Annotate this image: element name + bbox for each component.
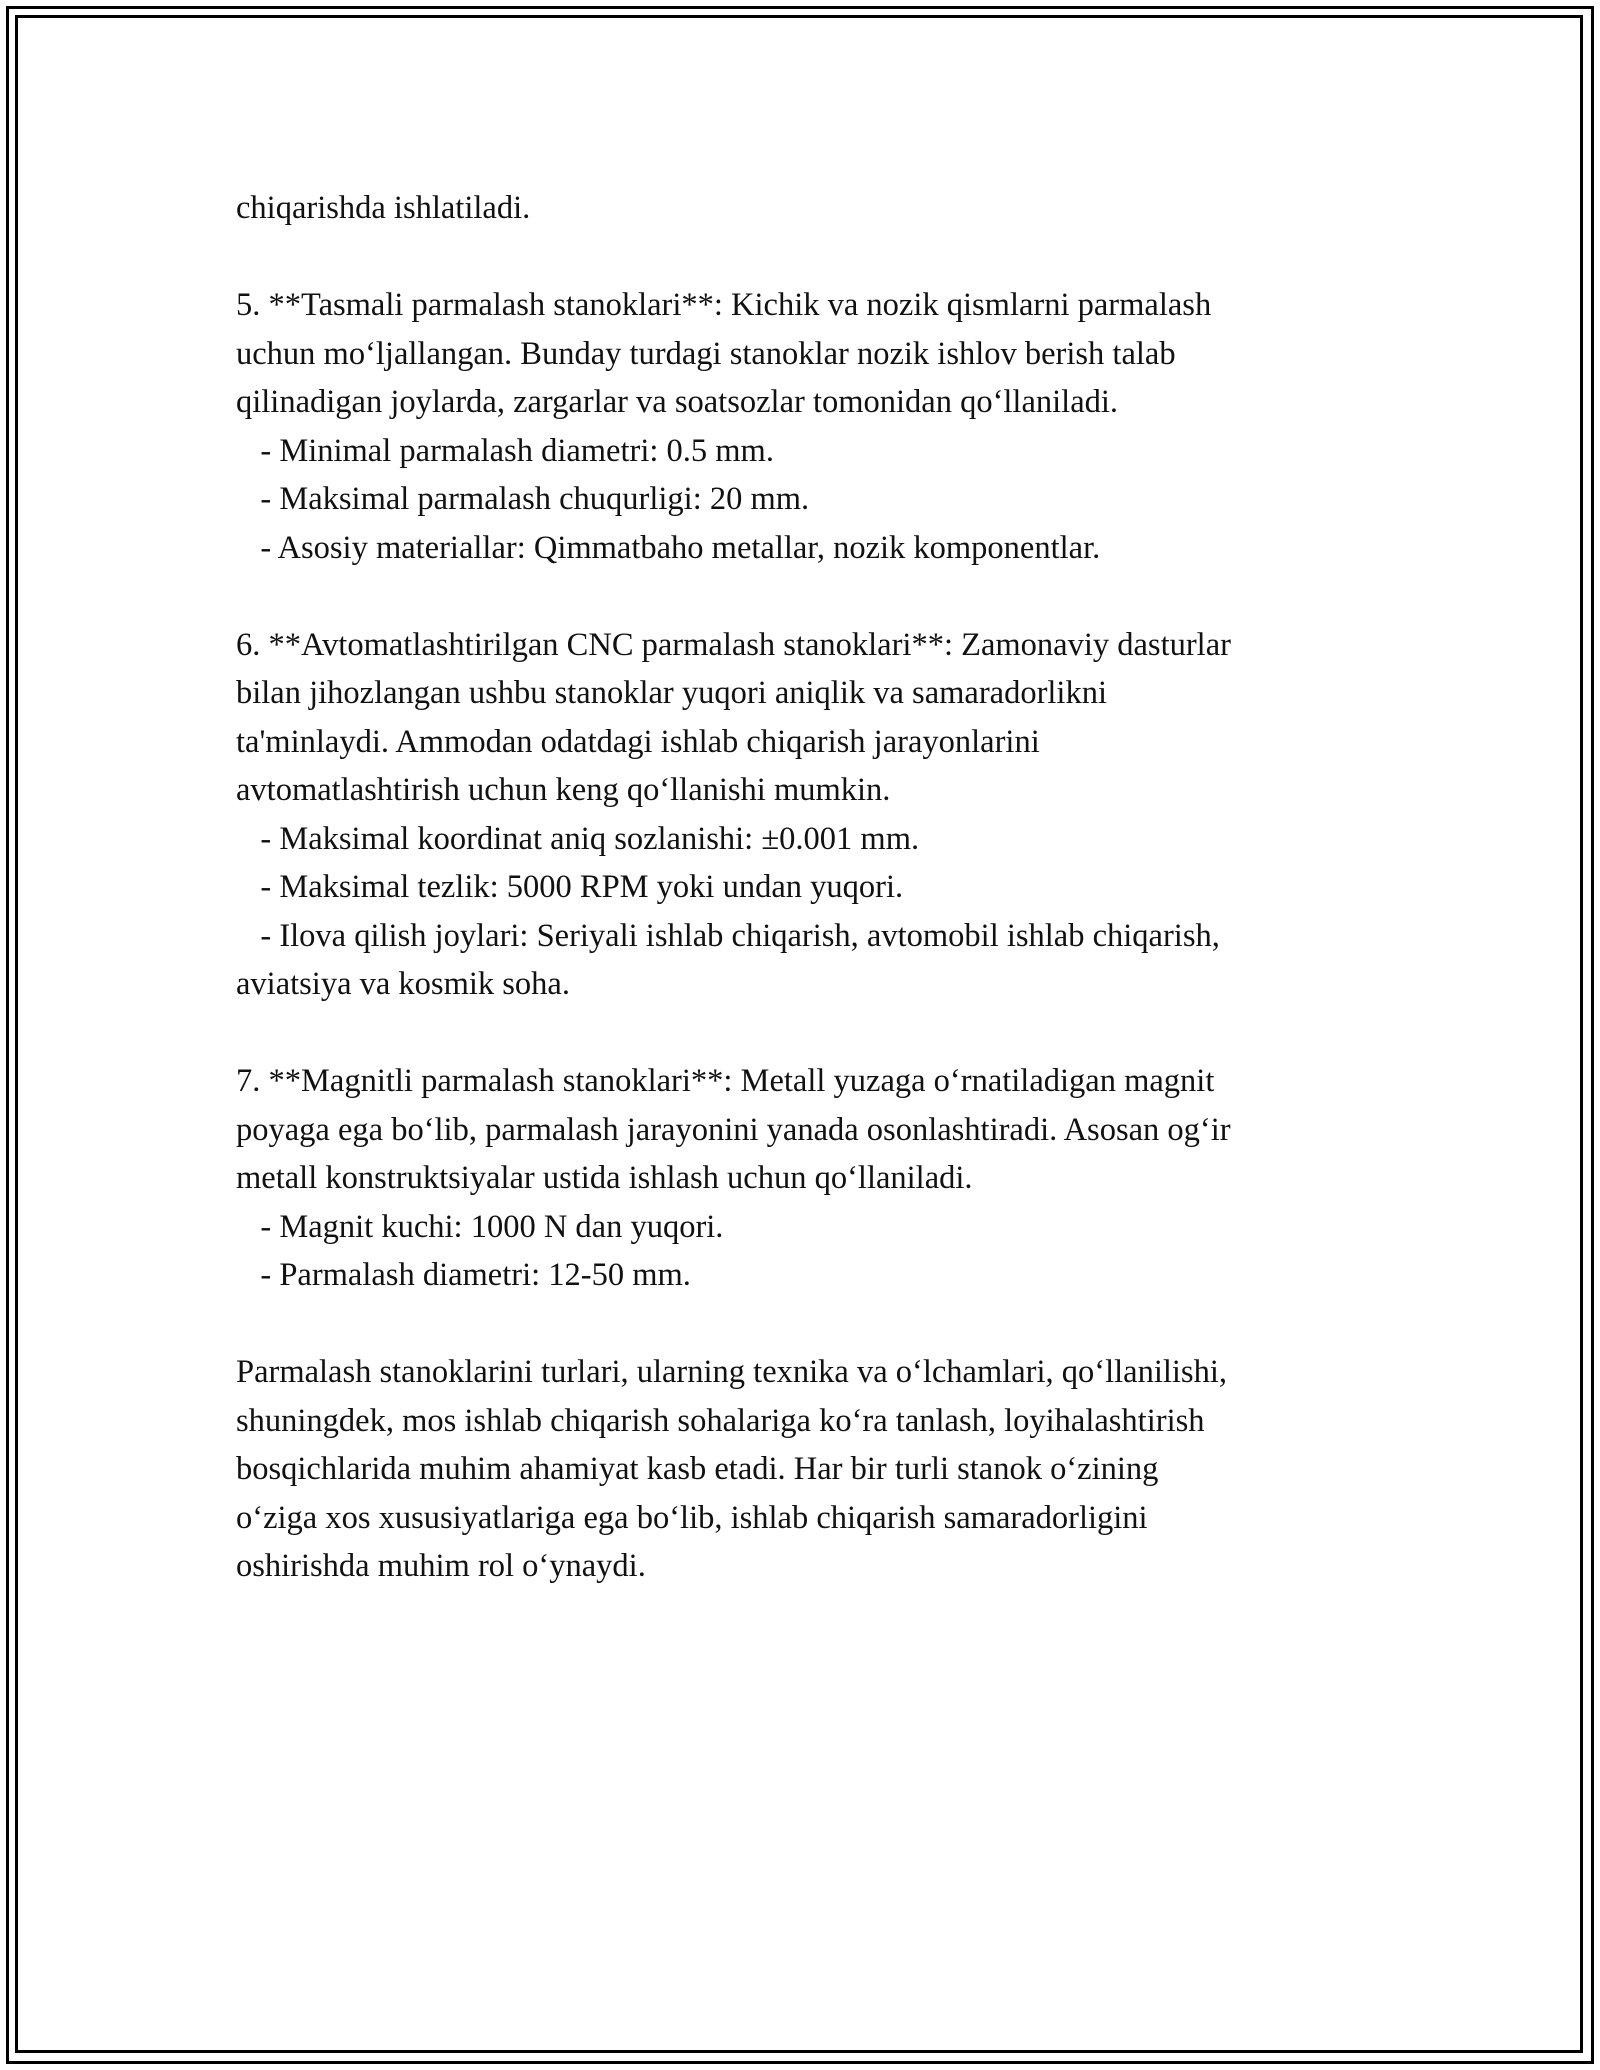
text-line: 5. **Tasmali parmalash stanoklari**: Kichik va nozik qismlarni parmalash — [236, 287, 1212, 323]
text-line: bilan jihozlangan ushbu stanoklar yuqori aniqlik va samaradorlikni — [236, 675, 1107, 711]
text-line: chiqarishda ishlatiladi. — [236, 190, 531, 226]
text-line: poyaga ega bo‘lib, parmalash jarayonini yanada osonlashtiradi. Asosan og‘ir — [236, 1111, 1231, 1148]
text-line: avtomatlashtirish uchun keng qo‘llanishi mumkin. — [236, 772, 891, 808]
text-line: aviatsiya va kosmik soha. — [236, 966, 570, 1002]
text-line: bosqichlarida muhim ahamiyat kasb etadi. Har bir turli stanok o‘zining — [236, 1451, 1159, 1487]
text-line: 7. **Magnitli parmalash stanoklari**: Metall yuzaga o‘rnatiladigan magnit — [236, 1063, 1215, 1099]
text-line: o‘ziga xos xususiyatlariga ega bo‘lib, ishlab chiqarish samaradorligini — [236, 1499, 1148, 1536]
document-body — [236, 184, 1396, 1591]
blank-line — [236, 572, 1396, 621]
text-line: oshirishda muhim rol o‘ynaydi. — [236, 1548, 646, 1584]
blank-line — [236, 233, 1396, 282]
list-item: - Maksimal parmalash chuqurligi: 20 mm. — [236, 481, 810, 517]
text-line: Parmalash stanoklarini turlari, ularning texnika va o‘lchamlari, qo‘llanilishi, — [236, 1354, 1227, 1390]
text-line: 6. **Avtomatlashtirilgan CNC parmalash stanoklari**: Zamonaviy dasturlar — [236, 626, 1231, 663]
blank-line — [236, 1009, 1396, 1058]
text-line: uchun mo‘ljallangan. Bunday turdagi stanoklar nozik ishlov berish talab — [236, 335, 1176, 372]
blank-line — [236, 1300, 1396, 1349]
list-item: - Maksimal koordinat aniq sozlanishi: ±0.001 mm. — [236, 820, 920, 857]
list-item: - Maksimal tezlik: 5000 RPM yoki undan yuqori. — [236, 869, 904, 905]
list-item: - Parmalash diametri: 12-50 mm. — [236, 1257, 691, 1293]
text-line: metall konstruktsiyalar ustida ishlash uchun qo‘llaniladi. — [236, 1160, 973, 1196]
list-item: - Minimal parmalash diametri: 0.5 mm. — [236, 432, 774, 469]
text-line: ta'minlaydi. Ammodan odatdagi ishlab chiqarish jarayonlarini — [236, 723, 1040, 760]
text-line: shuningdek, mos ishlab chiqarish sohalariga ko‘ra tanlash, loyihalashtirish — [236, 1402, 1205, 1439]
list-item: - Asosiy materiallar: Qimmatbaho metallar, nozik komponentlar. — [236, 529, 1101, 566]
text-line: qilinadigan joylarda, zargarlar va soatsozlar tomonidan qo‘llaniladi. — [236, 384, 1119, 420]
list-item: - Magnit kuchi: 1000 N dan yuqori. — [236, 1208, 724, 1245]
list-item: - Ilova qilish joylari: Seriyali ishlab chiqarish, avtomobil ishlab chiqarish, — [236, 917, 1220, 954]
